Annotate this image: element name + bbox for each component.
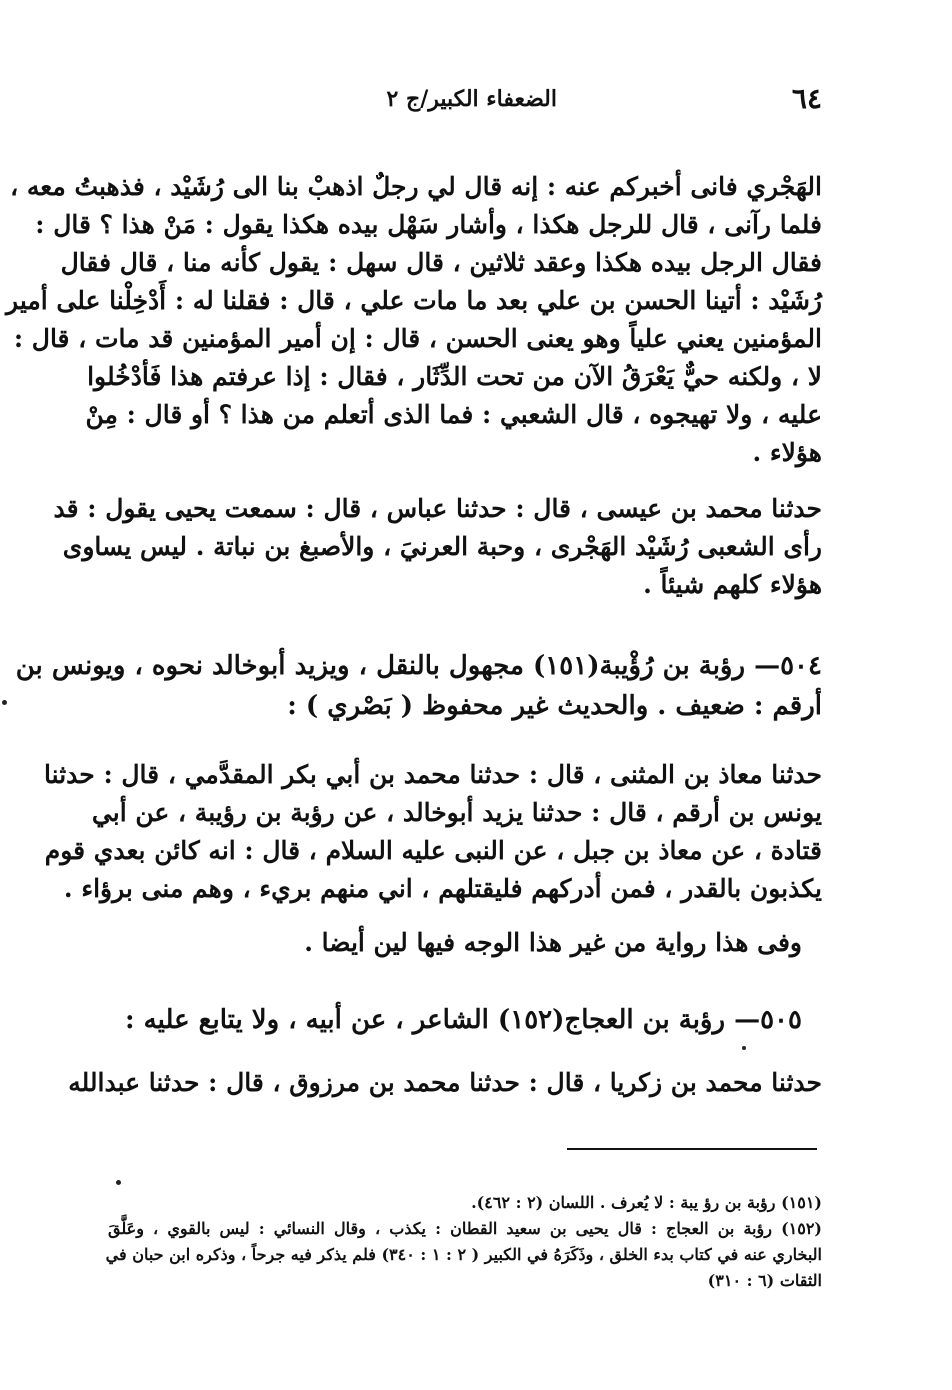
paragraph — [44, 756, 822, 908]
text-line: حدثنا معاذ بن المثنى ، قال : حدثنا محمد بن أبي بكر المقدَّمي ، قال : حدثنا — [44, 760, 822, 789]
footnote-152-continued: الثقات (٦ : ٣١٠) — [707, 1271, 822, 1290]
text-line: يونس بن أرقم ، قال : حدثنا يزيد أبوخالد ، عن رؤبة بن رؤيبة ، عن أبي — [91, 798, 822, 827]
text-line: الهَجْري فانى أخبركم عنه : إنه قال لي رجلٌ اذهبْ بنا الى رُشَيْد ، فذهبتُ معه ، — [10, 172, 822, 201]
text-line: هؤلاء كلهم شيئاً . — [643, 570, 822, 599]
text-line: فقال الرجل بيده هكذا وعقد ثلاثين ، قال سهل : يقول كأنه منا ، قال فقال — [60, 248, 822, 277]
text-line: يكذبون بالقدر ، فمن أدركهم فليقتلهم ، اني منهم بريء ، وهم منى برؤاء . — [63, 874, 822, 903]
text-line: حدثنا محمد بن عيسى ، قال : حدثنا عباس ، قال : سمعت يحيى يقول : قد — [53, 494, 822, 523]
page-number: ٦٤ — [791, 82, 822, 115]
footnote-separator — [567, 1148, 817, 1150]
text-line: عليه ، ولا تهيجوه ، قال الشعبي : فما الذى أتعلم من هذا ؟ أو قال : مِنْ — [85, 400, 822, 429]
text-line: ٥٠٥— رؤبة بن العجاج(١٥٢) الشاعر ، عن أبيه ، ولا يتابع عليه : — [125, 1005, 802, 1035]
text-line: وفى هذا رواية من غير هذا الوجه فيها لين أيضا . — [304, 928, 802, 957]
paragraph — [53, 490, 822, 604]
entry-heading-504 — [15, 646, 822, 726]
text-line: رأى الشعبى رُشَيْد الهَجْرى ، وحبة العرنيَ ، والأصبغ بن نباتة . ليس يساوى — [62, 532, 822, 561]
text-line: حدثنا محمد بن زكريا ، قال : حدثنا محمد بن مرزوق ، قال : حدثنا عبدالله — [68, 1068, 822, 1097]
scan-speck — [116, 1180, 121, 1185]
footnotes — [105, 1190, 822, 1294]
text-line: فلما رآنى ، قال للرجل هكذا ، وأشار سَهْل بيده هكذا يقول : مَنْ هذا ؟ قال : — [35, 210, 822, 239]
paragraph — [68, 1064, 822, 1102]
paragraph — [6, 168, 822, 472]
running-title: الضعفاء الكبير/ج ٢ — [386, 86, 557, 112]
footnote-152: (١٥٢) رؤبة بن العجاج : قال يحيى بن سعيد القطان : يكذب ، وقال النسائي : ليس بالقوي ، وعَلَّقَ — [108, 1219, 822, 1238]
scan-speck — [742, 1046, 746, 1050]
paragraph — [108, 924, 802, 962]
entry-heading-505 — [108, 1000, 802, 1040]
text-line: رُشَيْد : أتينا الحسن بن علي بعد ما مات علي ، قال : فقلنا له : أَدْخِلْنا على أمير — [6, 286, 822, 315]
text-line: قتادة ، عن معاذ بن جبل ، عن النبى عليه السلام ، قال : انه كائن بعدي قوم — [44, 836, 822, 865]
page-header — [110, 82, 822, 118]
text-line: المؤمنين يعني علياً وهو يعنى الحسن ، قال : إن أمير المؤمنين قد مات ، قال : — [13, 324, 822, 353]
text-line: لا ، ولكنه حيٌّ يَعْرَقُ الآن من تحت الدِّثَار ، فقال : إذا عرفتم هذا فَأدْخُلوا — [87, 362, 822, 391]
scan-speck — [2, 700, 7, 705]
text-line: ٥٠٤— رؤبة بن رُؤْيبة(١٥١) مجهول بالنقل ، ويزيد أبوخالد نحوه ، ويونس بن — [15, 651, 822, 681]
text-line: أرقم : ضعيف . والحديث غير محفوظ ( بَصْري ) : — [287, 691, 822, 721]
text-line: هؤلاء . — [752, 438, 822, 467]
footnote-151: (١٥١) رؤبة بن رؤ يبة : لا يُعرف . اللسان (٢ : ٤٦٢). — [471, 1193, 822, 1212]
footnote-152-continued: البخاري عنه في كتاب بدء الخلق ، وذَكَرَهُ في الكبير ( ٢ : ١ : ٣٤٠) فلم يذكر فيه جرحاً ، وذكره ابن حبان في — [105, 1245, 822, 1264]
